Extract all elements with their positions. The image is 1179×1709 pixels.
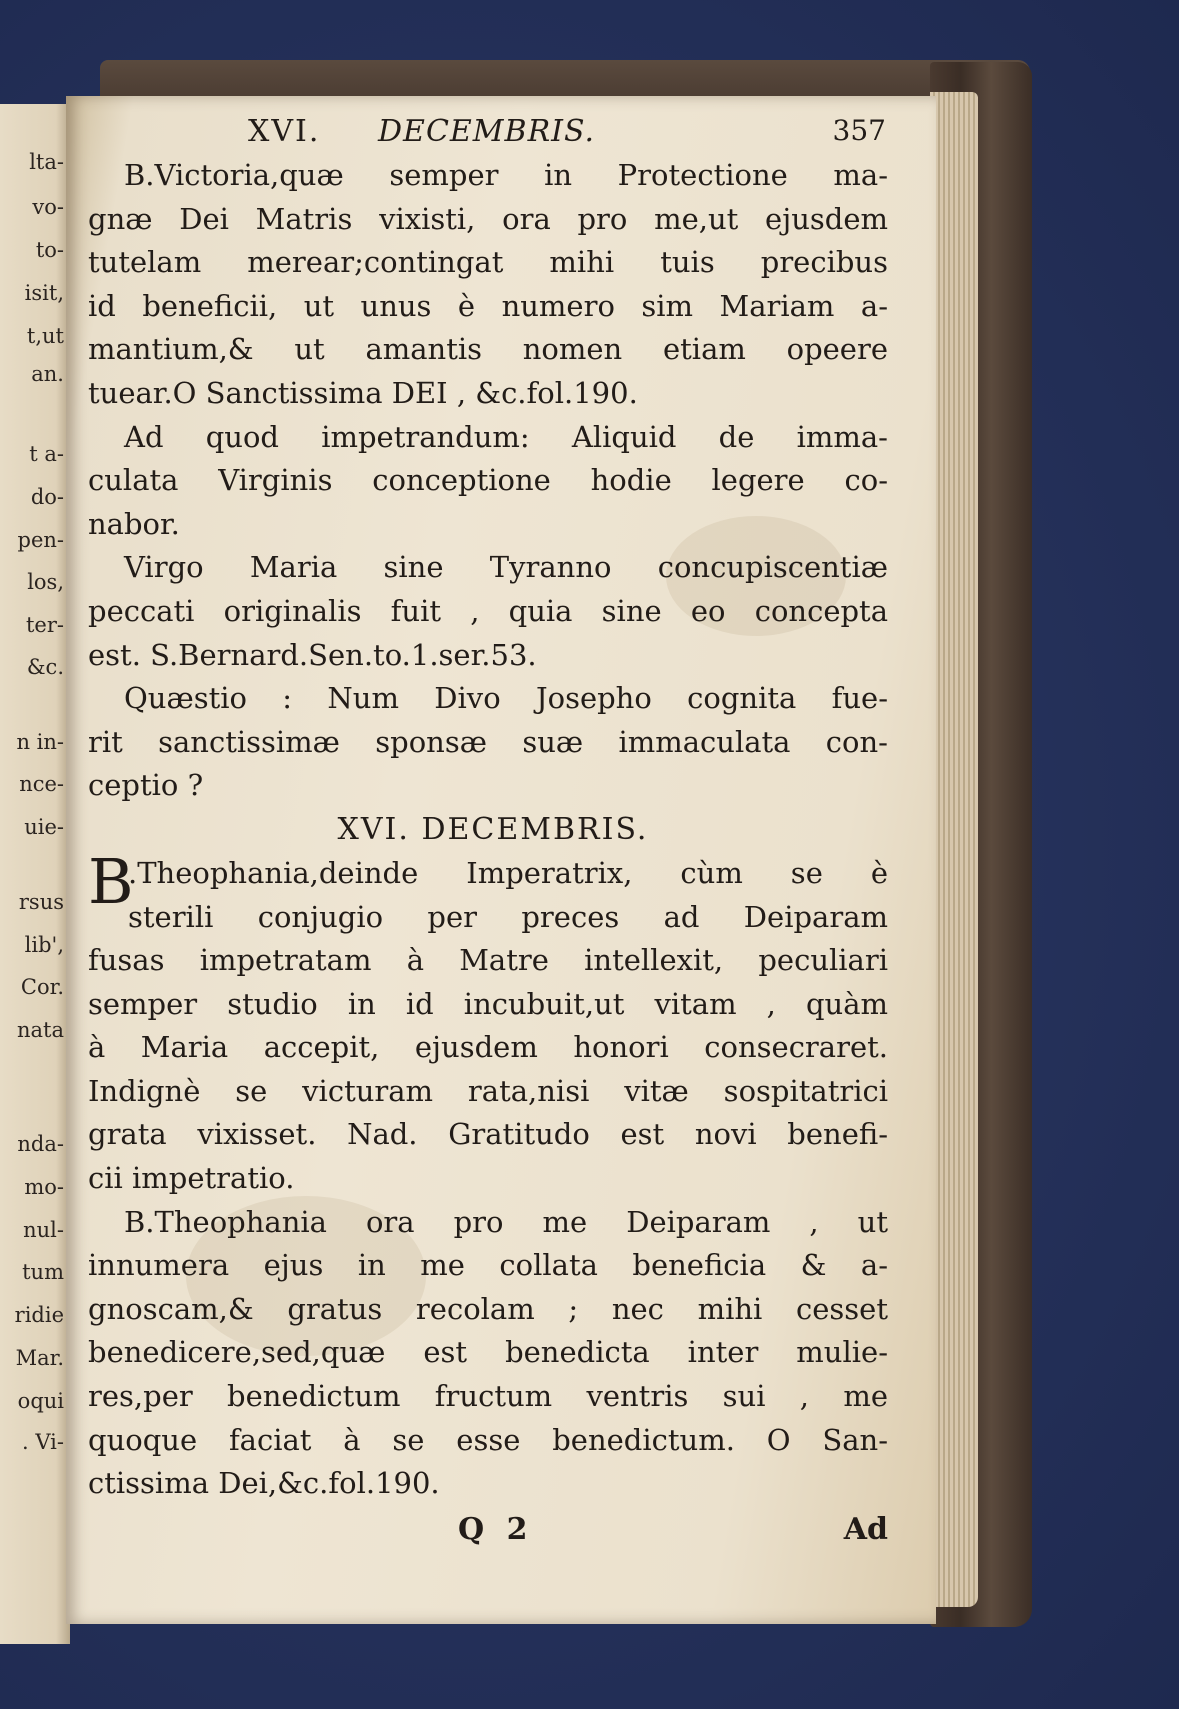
catchword: Ad (843, 1511, 888, 1547)
header-day: XVI. (248, 114, 321, 149)
left-page-text-fragment: do- (30, 485, 64, 509)
drop-cap-letter: B (88, 844, 134, 918)
page-text (88, 114, 888, 1562)
text-line: Indignè se victuram rata,nisi vitæ sospitatrici (88, 1073, 888, 1108)
left-page-text-fragment: isit, (24, 281, 64, 305)
page-footer (88, 1512, 888, 1562)
left-page-text-fragment: nul- (23, 1218, 64, 1242)
text-line: innumera ejus in me collata beneficia & a- (88, 1248, 888, 1283)
text-line: Quæstio : Num Divo Josepho cognita fue- (124, 681, 888, 716)
text-line: tutelam merear;contingat mihi tuis precibus (88, 245, 888, 280)
book-cover-top-edge (100, 60, 1030, 100)
left-page-text-fragment: los, (27, 570, 64, 594)
left-page-text-fragment: nda- (17, 1132, 64, 1156)
text-line: grata vixisset. Nad. Gratitudo est novi benefi- (88, 1117, 888, 1152)
running-header (88, 114, 888, 154)
left-page-text-fragment: an. (31, 362, 64, 386)
left-page-text-fragment: oqui (17, 1389, 64, 1413)
text-line: res,per benedictum fructum ventris sui , me (88, 1379, 888, 1414)
text-line: gnæ Dei Matris vixisti, ora pro me,ut ejusdem (88, 201, 888, 236)
text-line: sterili conjugio per preces ad Deiparam (128, 899, 888, 934)
text-line: cii impetratio. (88, 1161, 295, 1196)
text-line: B.Theophania ora pro me Deiparam , ut (124, 1204, 888, 1239)
left-page-text-fragment: lta- (29, 150, 64, 174)
text-line: tuear.O Sanctissima DEI , &c.fol.190. (88, 375, 638, 410)
right-page (66, 96, 936, 1624)
text-line: à Maria accepit, ejusdem honori consecraret. (88, 1030, 888, 1065)
paragraph-quote (88, 546, 888, 677)
page-number: 357 (832, 114, 886, 147)
header-month: DECEMBRIS. (378, 114, 596, 149)
text-line: fusas impetratam à Matre intellexit, peculiari (88, 943, 888, 978)
text-line: semper studio in id incubuit,ut vitam , quàm (88, 986, 888, 1021)
text-line: culata Virginis conceptione hodie legere co- (88, 463, 888, 498)
left-page-text-fragment: &c. (26, 655, 64, 679)
text-line: mantium,& ut amantis nomen etiam opeere (88, 332, 888, 367)
left-page-text-fragment: Cor. (20, 975, 64, 999)
text-line: Ad quod impetrandum: Aliquid de imma- (124, 419, 888, 454)
left-page-text-fragment: pen- (17, 528, 64, 552)
left-page-text-fragment: vo- (32, 195, 64, 219)
text-line: ceptio ? (88, 768, 204, 803)
left-facing-page (0, 104, 70, 1644)
left-page-text-fragment: ter- (25, 613, 64, 637)
left-page-text-fragment: rsus (18, 890, 64, 914)
left-page-text-fragment: n in- (16, 730, 64, 754)
left-page-text-fragment: t a- (29, 442, 64, 466)
paragraph-prayer-victoria (88, 154, 888, 416)
left-page-text-fragment: nce- (19, 772, 64, 796)
page-fore-edges (930, 92, 978, 1607)
text-line: rit sanctissimæ sponsæ suæ immaculata con- (88, 724, 888, 759)
left-page-text-fragment: mo- (24, 1175, 64, 1199)
text-line: B.Victoria,quæ semper in Protectione ma- (124, 158, 888, 192)
left-page-text-fragment: ridie (14, 1303, 64, 1327)
text-line: Virgo Maria sine Tyranno concupiscentiæ (124, 550, 888, 585)
paragraph-prayer-theophania (88, 1201, 888, 1506)
text-line: nabor. (88, 506, 180, 541)
text-line: ctissima Dei,&c.fol.190. (88, 1466, 440, 1501)
left-page-text-fragment: Mar. (15, 1346, 64, 1370)
left-page-text-fragment: tum (22, 1260, 64, 1284)
section-heading: XVI. DECEMBRIS. (337, 811, 649, 847)
text-line: peccati originalis fuit , quia sine eo concepta (88, 593, 888, 628)
left-page-text-fragment: uie- (24, 815, 64, 839)
left-page-text-fragment: . Vi- (22, 1430, 64, 1454)
text-line: quoque faciat à se esse benedictum. O San- (88, 1422, 888, 1457)
text-line: est. S.Bernard.Sen.to.1.ser.53. (88, 637, 537, 672)
left-page-text-fragment: to- (35, 238, 64, 262)
text-line: id beneficii, ut unus è numero sim Mariam a- (88, 288, 888, 323)
text-line: benedicere,sed,quæ est benedicta inter mulie- (88, 1335, 888, 1370)
paragraph-resolution (88, 416, 888, 547)
text-line: gnoscam,& gratus recolam ; nec mihi cesset (88, 1291, 888, 1326)
left-page-text-fragment: t,ut (26, 324, 64, 348)
paragraph-question (88, 677, 888, 808)
text-line: .Theophania,deinde Imperatrix, cùm se è (128, 855, 888, 890)
left-page-text-fragment: lib', (24, 933, 64, 957)
paragraph-theophania (88, 844, 888, 1201)
left-page-text-fragment: nata (16, 1018, 64, 1042)
signature-mark: Q 2 (458, 1511, 534, 1547)
